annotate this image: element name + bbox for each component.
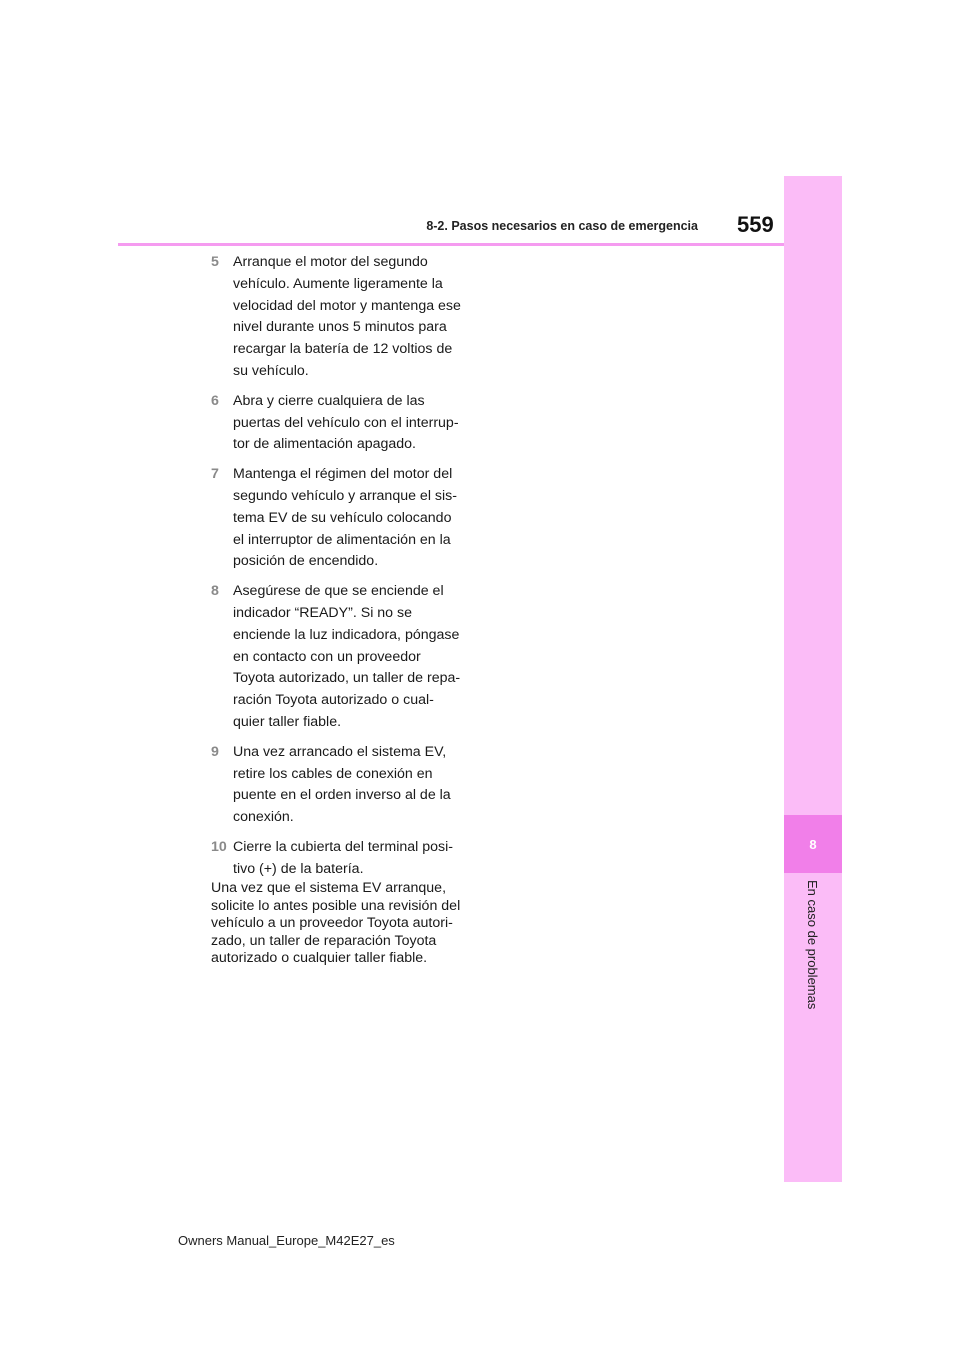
step-item bbox=[211, 391, 471, 456]
step-number: 6 bbox=[211, 392, 219, 409]
step-item bbox=[211, 837, 471, 881]
step-text-line: su vehículo. bbox=[233, 362, 309, 379]
step-text-line: Asegúrese de que se enciende el bbox=[233, 583, 444, 600]
step-text-line: Una vez arrancado el sistema EV, bbox=[233, 743, 447, 760]
step-text bbox=[233, 464, 471, 573]
closing-line: zado, un taller de reparación Toyota bbox=[211, 932, 437, 949]
step-text-line: Toyota autorizado, un taller de repa- bbox=[233, 670, 461, 687]
section-title: 8-2. Pasos necesarios en caso de emergencia bbox=[426, 219, 698, 233]
step-text-line: retire los cables de conexión en bbox=[233, 765, 433, 782]
step-text-line: Abra y cierre cualquiera de las bbox=[233, 392, 425, 409]
chapter-number-tab bbox=[784, 815, 842, 873]
step-text-line: indicador “READY”. Si no se bbox=[233, 604, 412, 621]
chapter-title: En caso de problemas bbox=[805, 880, 820, 1010]
step-text-line: velocidad del motor y mantenga ese bbox=[233, 297, 461, 314]
step-number: 9 bbox=[211, 743, 219, 760]
step-text-line: quier taller fiable. bbox=[233, 713, 342, 730]
step-text-line: segundo vehículo y arranque el sis- bbox=[233, 487, 457, 504]
step-text-line: conexión. bbox=[233, 809, 294, 826]
step-item bbox=[211, 742, 471, 829]
step-text-line: enciende la luz indicadora, póngase bbox=[233, 626, 460, 643]
step-text-line: vehículo. Aumente ligeramente la bbox=[233, 275, 443, 292]
step-item bbox=[211, 464, 471, 573]
closing-line: autorizado o cualquier taller fiable. bbox=[211, 950, 428, 967]
step-text bbox=[233, 742, 471, 829]
step-text bbox=[233, 581, 471, 734]
step-text-line: puente en el orden inverso al de la bbox=[233, 787, 451, 804]
closing-paragraph bbox=[211, 880, 471, 968]
step-text-line: Mantenga el régimen del motor del bbox=[233, 466, 453, 483]
step-text-line: recargar la batería de 12 voltios de bbox=[233, 341, 453, 358]
closing-line: solicite lo antes posible una revisión del bbox=[211, 897, 461, 914]
step-text-line: en contacto con un proveedor bbox=[233, 648, 421, 665]
closing-line: Una vez que el sistema EV arranque, bbox=[211, 880, 447, 896]
step-text-line: ración Toyota autorizado o cual- bbox=[233, 692, 434, 709]
step-number: 7 bbox=[211, 466, 219, 483]
step-text-line: nivel durante unos 5 minutos para bbox=[233, 319, 447, 336]
closing-line: vehículo a un proveedor Toyota autori- bbox=[211, 915, 453, 932]
step-text-line: tivo (+) de la batería. bbox=[233, 860, 364, 877]
step-text bbox=[233, 837, 471, 881]
step-item bbox=[211, 252, 471, 383]
footer-manual-id: Owners Manual_Europe_M42E27_es bbox=[178, 1233, 395, 1248]
step-text-line: tema EV de su vehículo colocando bbox=[233, 509, 452, 526]
header-divider bbox=[118, 243, 784, 246]
step-number: 5 bbox=[211, 254, 219, 270]
step-text-line: posición de encendido. bbox=[233, 553, 379, 570]
step-text bbox=[233, 391, 471, 456]
page-number: 559 bbox=[737, 212, 774, 237]
step-text-line: tor de alimentación apagado. bbox=[233, 436, 416, 453]
chapter-side-tab bbox=[784, 176, 842, 1182]
chapter-number: 8 bbox=[809, 836, 817, 852]
step-text-line: Arranque el motor del segundo bbox=[233, 254, 428, 270]
step-text-line: puertas del vehículo con el interrup- bbox=[233, 414, 459, 431]
procedure-steps bbox=[211, 252, 471, 889]
step-text-line: Cierre la cubierta del terminal posi- bbox=[233, 838, 453, 855]
step-text-line: el interruptor de alimentación en la bbox=[233, 531, 451, 548]
step-text bbox=[233, 252, 471, 383]
step-number: 8 bbox=[211, 583, 219, 600]
step-item bbox=[211, 581, 471, 734]
step-number: 10 bbox=[211, 838, 227, 855]
